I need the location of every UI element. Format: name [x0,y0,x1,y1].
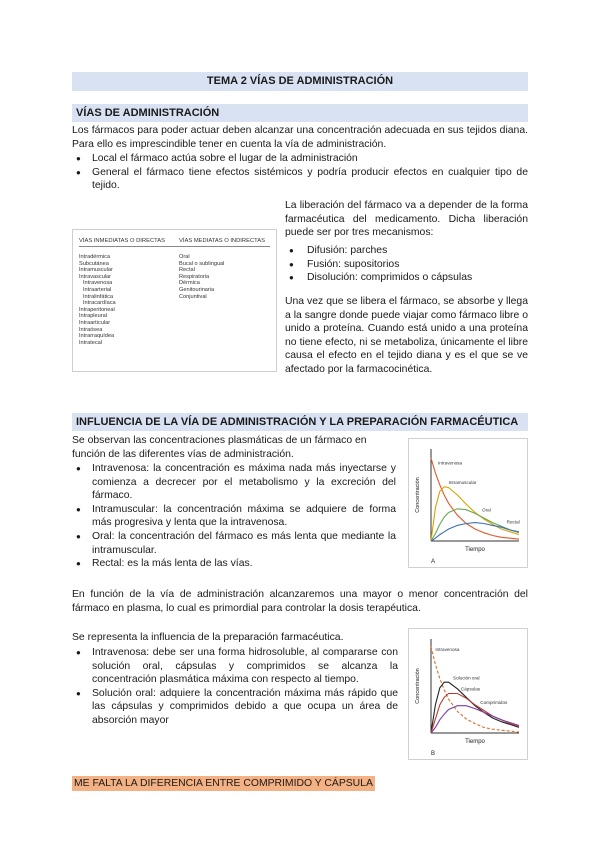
chart-preparations [409,629,527,759]
intro-paragraph: Los fármacos para poder actuar deben alcanzar una concentración adecuada en sus tejidos diana. Para ello es imprescindible tener en cuenta la vía de administración. [72,125,528,150]
table-cell: Oral [179,254,190,260]
table-cell: Intraperitoneal [79,306,115,313]
chart-preparations-box [408,628,528,760]
series-label: Comprimidos [480,699,508,705]
routes-list [72,462,396,571]
table-cell: Intravenosa [83,280,113,287]
x-axis-label: Tiempo [465,547,485,553]
table-cell: Intrapleural [79,313,107,320]
y-axis-label: Concentración [415,477,421,513]
series-line-oral [431,509,519,541]
series-label: Rectal [506,519,520,525]
list-item: ● Oral: la concentración del fármaco es más lenta que mediante la intramuscular. [72,530,396,557]
chart-routes-box [408,438,528,568]
list-item: ● Intravenosa: debe ser una forma hidrosoluble, al compararse con solución oral, cápsulas y comprimidos se alcanza la concentración plasmática máxima con respecto al tiempo. [72,646,398,687]
list-item: ● Local el fármaco actúa sobre el lugar de la administración [72,152,528,166]
table-cell: Intrarraquídea [79,333,115,340]
list-item: ● Difusión: parches [285,244,528,258]
table-cell: Respiratoria [179,273,210,280]
prep-intro: Se representa la influencia de la preparación farmacéutica. [72,632,344,643]
table-cell: Intravascular [79,273,112,280]
list-item: ● Solución oral: adquiere la concentración máxima más rápido que las cápsulas y comprimidos debido a que ocupa un área de absorción mayor [72,687,398,728]
panel-label: B [431,751,436,757]
table-cell: Intraarticular [79,319,111,326]
series-label: Oral [482,507,491,513]
document-title: TEMA 2 VÍAS DE ADMINISTRACIÓN [72,72,528,91]
local-general-list [72,152,528,193]
series-label: Solución oral [453,675,480,681]
note-highlight: ME FALTA LA DIFERENCIA ENTRE COMPRIMIDO Y CÁPSULA [74,778,373,789]
table-header-right: VÍAS MEDIATAS O INDIRECTAS [179,238,265,244]
routes-intro: Se observan las concentraciones plasmáticas de un fármaco en función de las diferentes vías de administración. [72,435,367,460]
list-item: ● Intramuscular: la concentración máxima se adquiere de forma más progresiva y lenta que la intravenosa. [72,503,396,530]
table-column-left [79,254,116,346]
table-cell: Bucal o sublingual [179,260,225,267]
chart-routes [409,439,527,567]
list-item: ● General el fármaco tiene efectos sistémicos y podría producir efectos en cualquier tipo de tejido. [72,166,528,193]
table-cell: Rectal [179,267,195,274]
series-line-comprimidos [431,706,519,733]
series-label: Cápsulas [460,686,481,692]
series-line-intravenosa [431,458,519,539]
conclusion-paragraph: En función de la vía de administración alcanzaremos una mayor o menor concentración del fármaco en plasma, lo cual es primordial para controlar la dosis terapéutica. [72,589,528,614]
table-cell: Genitourinaria [179,286,215,293]
table-cell: Intraarterial [83,286,112,293]
table-cell: Intramuscular [79,267,113,274]
panel-label: A [431,559,436,565]
section-heading-vias: VÍAS DE ADMINISTRACIÓN [72,104,528,122]
list-item: ● Fusión: supositorios [285,258,528,272]
table-cell: Intracardíaca [83,300,116,307]
table-column-right [179,254,224,300]
x-axis-label: Tiempo [465,739,485,745]
series-label: Intramuscular [448,479,477,485]
list-item: ● Disolución: comprimidos o cápsulas [285,271,528,285]
table-rule [79,246,270,247]
table-cell: Intraósea [79,326,103,333]
table-header-left: VÍAS INMEDIATAS O DIRECTAS [79,238,165,244]
table-cell: Subcutánea [79,260,109,267]
list-item: ● Rectal: es la más lenta de las vías. [72,557,396,571]
mechanisms-list [285,244,528,285]
table-cell: Intratecal [79,339,103,346]
prep-list [72,646,398,728]
table-cell: Conjuntival [179,293,207,300]
table-cell: Intralinfática [83,293,114,300]
section-heading-influencia: INFLUENCIA DE LA VÍA DE ADMINISTRACIÓN Y LA PREPARACIÓN FARMACÉUTICA [72,413,528,431]
table-cell: Intradérmica [79,254,111,260]
series-label: Intravenosa [435,647,460,653]
table-cell: Dérmica [179,280,200,287]
liberation-paragraph: La liberación del fármaco va a depender de la forma farmacéutica del medicamento. Dicha liberación puede ser por tres mecanismos: [285,200,528,239]
absorption-paragraph: Una vez que se libera el fármaco, se absorbe y llega a la sangre donde puede viajar como fármaco libre o unido a proteína. Cuando está unido a una proteína no tiene efecto, ni se metaboliza, únicamente el libre causa el efecto en el tejido diana y es el que se ve afectado por la farmacocinética. [285,296,528,375]
y-axis-label: Concentración [415,668,421,704]
vias-table [72,229,277,372]
series-label: Intravenosa [438,460,463,466]
list-item: ● Intravenosa: la concentración es máxima nada más inyectarse y comienza a decrecer por el metabolismo y la excreción del fármaco. [72,462,396,503]
